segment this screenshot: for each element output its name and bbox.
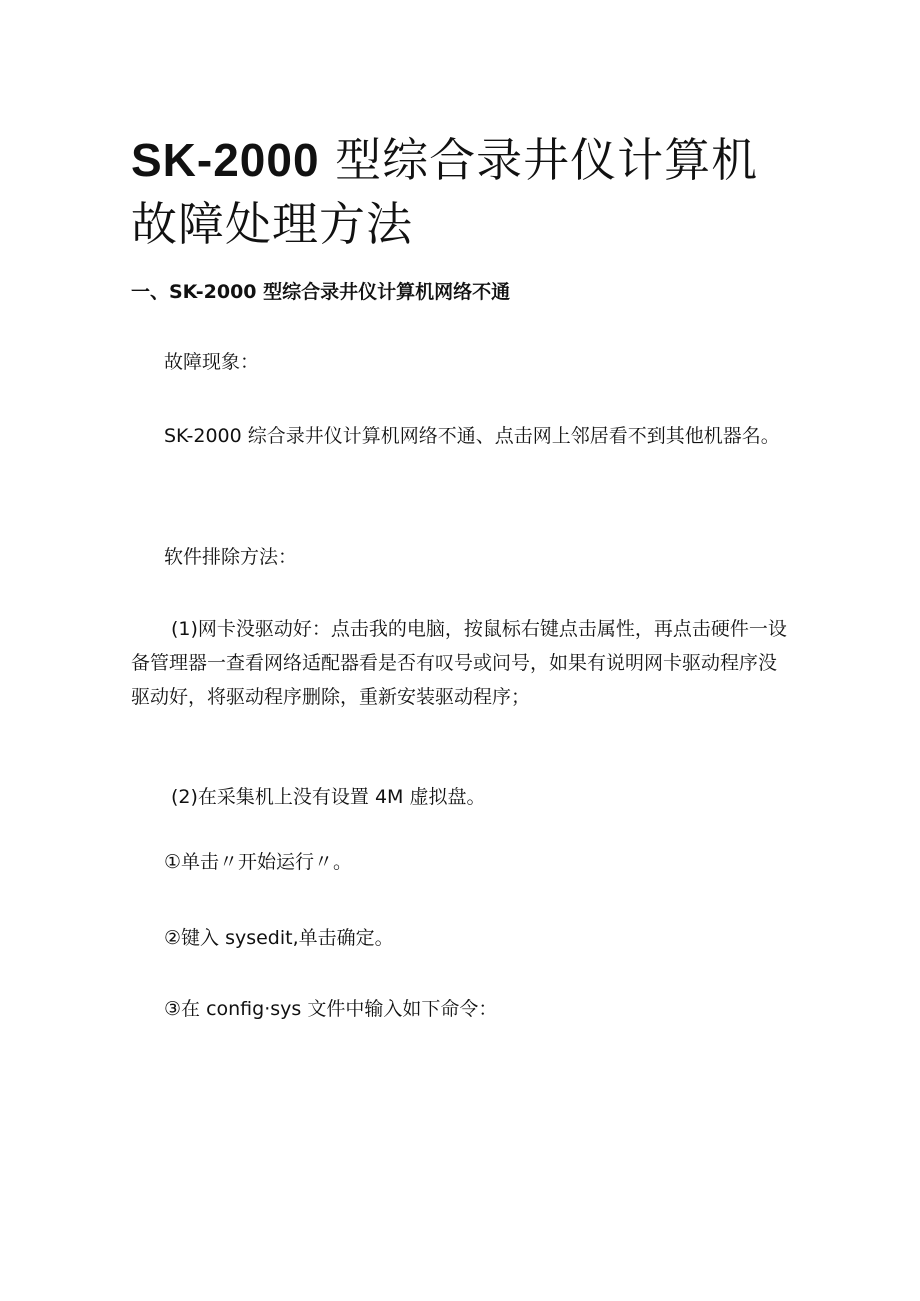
fix-substep-3: ③在 config·sys 文件中输入如下命令： <box>164 998 498 1020</box>
document-title-model: SK-2000 <box>131 134 320 186</box>
fix-substep-2: ②键入 sysedit,单击确定。 <box>164 927 394 949</box>
fault-description: SK-2000 综合录井仪计算机网络不通、点击网上邻居看不到其他机器名。 <box>164 425 780 447</box>
fix-step-1: (1)网卡没驱动好：点击我的电脑，按鼠标右键点击属性，再点击硬件一设备管理器一查看网络适配器看是否有叹号或问号，如果有说明网卡驱动程序没驱动好，将驱动程序删除，重新安装驱动程序； <box>131 618 787 708</box>
fault-phenomenon-label: 故障现象： <box>164 351 260 373</box>
fix-substep-1: ①单击〃开始运行〃。 <box>164 851 353 873</box>
software-fix-label: 软件排除方法： <box>164 546 298 568</box>
document-title-text: 型综合录井仪计算机故障处理方法 <box>131 133 759 251</box>
fix-step-2: (2)在采集机上没有设置 4M 虚拟盘。 <box>171 786 486 808</box>
section-heading-network: 一、SK-2000 型综合录井仪计算机网络不通 <box>131 281 511 303</box>
document-title <box>131 128 791 256</box>
